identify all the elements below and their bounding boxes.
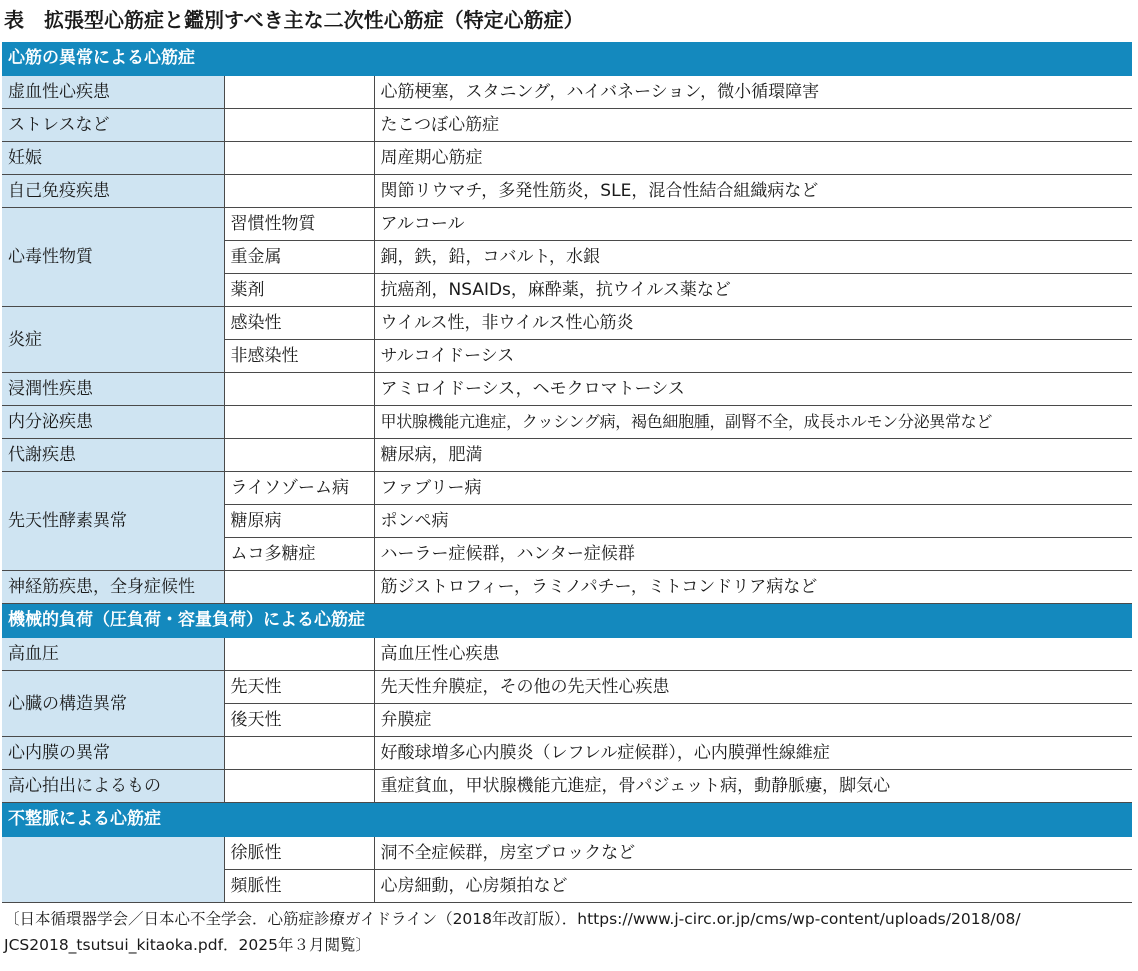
subcategory-cell: [224, 737, 374, 770]
table-row: [2, 406, 1132, 439]
subcategory-cell: [224, 406, 374, 439]
subcategory-cell: 先天性: [224, 671, 374, 704]
disease-cell: 心筋梗塞，スタニング，ハイバネーション，微小循環障害: [374, 75, 1132, 109]
disease-cell: 心房細動，心房頻拍など: [374, 870, 1132, 903]
table-row: [2, 307, 1132, 340]
subcategory-cell: [224, 75, 374, 109]
disease-cell: 重症貧血，甲状腺機能亢進症，骨パジェット病，動静脈瘻，脚気心: [374, 770, 1132, 803]
subcategory-cell: 非感染性: [224, 340, 374, 373]
disease-cell: アルコール: [374, 208, 1132, 241]
table-row: [2, 571, 1132, 604]
disease-cell: 関節リウマチ，多発性筋炎，SLE，混合性結合組織病など: [374, 175, 1132, 208]
category-cell: 浸潤性疾患: [2, 373, 224, 406]
category-cell: 心内膜の異常: [2, 737, 224, 770]
section-header: 機械的負荷（圧負荷・容量負荷）による心筋症: [2, 604, 1132, 638]
differential-diagnosis-table: [2, 42, 1132, 903]
category-cell: 自己免疫疾患: [2, 175, 224, 208]
subcategory-cell: [224, 637, 374, 671]
disease-cell: ウイルス性，非ウイルス性心筋炎: [374, 307, 1132, 340]
subcategory-cell: [224, 109, 374, 142]
disease-cell: 先天性弁膜症，その他の先天性心疾患: [374, 671, 1132, 704]
table-row: [2, 142, 1132, 175]
subcategory-cell: 重金属: [224, 241, 374, 274]
table-row: [2, 75, 1132, 109]
table-title: 表 拡張型心筋症と鑑別すべき主な二次性心筋症（特定心筋症）: [4, 8, 584, 32]
disease-cell: 周産期心筋症: [374, 142, 1132, 175]
disease-cell: ファブリー病: [374, 472, 1132, 505]
table-row: [2, 472, 1132, 505]
table-row: [2, 637, 1132, 671]
table-row: [2, 208, 1132, 241]
section-header: 不整脈による心筋症: [2, 803, 1132, 837]
category-cell: 高血圧: [2, 637, 224, 671]
subcategory-cell: ムコ多糖症: [224, 538, 374, 571]
table-row: [2, 836, 1132, 870]
footnote-line: JCS2018_tsutsui_kitaoka.pdf．2025年３月閲覧〕: [4, 936, 371, 954]
subcategory-cell: ライソゾーム病: [224, 472, 374, 505]
table-row: [2, 175, 1132, 208]
category-cell: 先天性酵素異常: [2, 472, 224, 571]
disease-cell: 筋ジストロフィー，ラミノパチー，ミトコンドリア病など: [374, 571, 1132, 604]
disease-cell: 糖尿病，肥満: [374, 439, 1132, 472]
category-cell: 内分泌疾患: [2, 406, 224, 439]
disease-cell: 銅，鉄，鉛，コバルト，水銀: [374, 241, 1132, 274]
table-row: [2, 109, 1132, 142]
subcategory-cell: 頻脈性: [224, 870, 374, 903]
disease-cell: たこつぼ心筋症: [374, 109, 1132, 142]
category-cell: 心毒性物質: [2, 208, 224, 307]
table-row: [2, 737, 1132, 770]
disease-cell: 高血圧性心疾患: [374, 637, 1132, 671]
disease-cell: 甲状腺機能亢進症，クッシング病，褐色細胞腫，副腎不全，成長ホルモン分泌異常など: [374, 406, 1132, 439]
category-cell: 高心拍出によるもの: [2, 770, 224, 803]
subcategory-cell: [224, 770, 374, 803]
category-cell: 妊娠: [2, 142, 224, 175]
subcategory-cell: 薬剤: [224, 274, 374, 307]
category-cell: 心臓の構造異常: [2, 671, 224, 737]
section-header-row: [2, 42, 1132, 75]
table-row: [2, 770, 1132, 803]
subcategory-cell: 習慣性物質: [224, 208, 374, 241]
footnote-line: 〔日本循環器学会／日本心不全学会．心筋症診療ガイドライン（2018年改訂版）．https://www.j-circ.or.jp/cms/wp-content/uploads/2018/08/: [4, 910, 1021, 928]
table-row: [2, 671, 1132, 704]
subcategory-cell: [224, 175, 374, 208]
category-cell: ストレスなど: [2, 109, 224, 142]
disease-cell: 弁膜症: [374, 704, 1132, 737]
category-cell: 炎症: [2, 307, 224, 373]
table-row: [2, 373, 1132, 406]
category-cell: 神経筋疾患，全身症候性: [2, 571, 224, 604]
category-cell: 虚血性心疾患: [2, 75, 224, 109]
section-header-row: [2, 803, 1132, 837]
disease-cell: アミロイドーシス，ヘモクロマトーシス: [374, 373, 1132, 406]
disease-cell: 洞不全症候群，房室ブロックなど: [374, 836, 1132, 870]
disease-cell: ハーラー症候群，ハンター症候群: [374, 538, 1132, 571]
subcategory-cell: [224, 439, 374, 472]
section-header: 心筋の異常による心筋症: [2, 42, 1132, 75]
subcategory-cell: 糖原病: [224, 505, 374, 538]
disease-cell: ポンペ病: [374, 505, 1132, 538]
source-footnote: [4, 906, 1132, 958]
disease-cell: 抗癌剤，NSAIDs，麻酔薬，抗ウイルス薬など: [374, 274, 1132, 307]
subcategory-cell: 後天性: [224, 704, 374, 737]
subcategory-cell: [224, 571, 374, 604]
disease-cell: サルコイドーシス: [374, 340, 1132, 373]
disease-cell: 好酸球増多心内膜炎（レフレル症候群），心内膜弾性線維症: [374, 737, 1132, 770]
subcategory-cell: 感染性: [224, 307, 374, 340]
table-row: [2, 439, 1132, 472]
category-cell: [2, 836, 224, 903]
category-cell: 代謝疾患: [2, 439, 224, 472]
subcategory-cell: [224, 373, 374, 406]
subcategory-cell: [224, 142, 374, 175]
subcategory-cell: 徐脈性: [224, 836, 374, 870]
section-header-row: [2, 604, 1132, 638]
